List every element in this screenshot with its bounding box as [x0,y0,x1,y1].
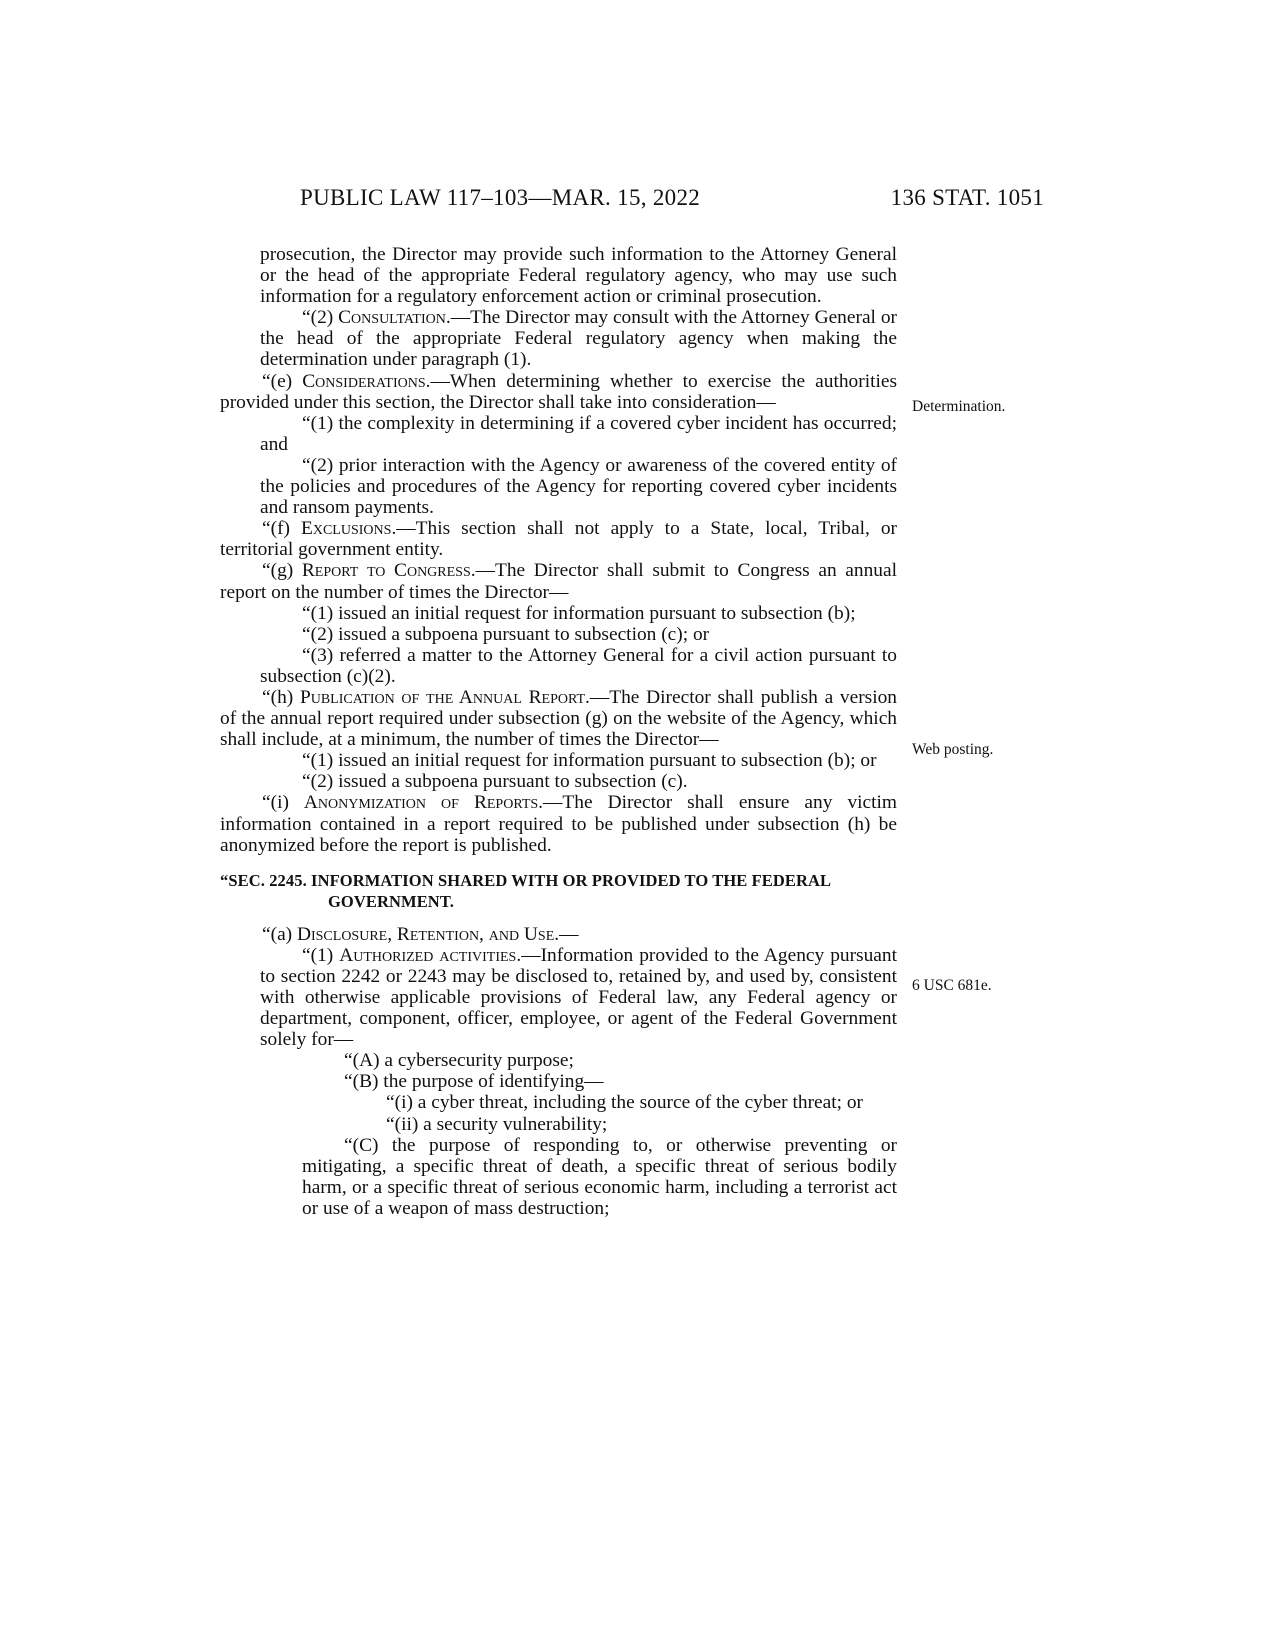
paragraph-continuation: prosecution, the Director may provide such information to the Attorney General or the head of the appropriate Federal regulatory agency, who may use such information for a regulatory enforcement action or criminal prosecution. [260,244,897,308]
heading-publication-of-annual-report: Publication of the Annual Report [299,686,586,708]
paragraph-a1-B: “(B) the purpose of identifying— [344,1071,604,1093]
paragraph-i-anonymization: “(i) Anonymization of Reports.—The Director shall ensure any victim information contained in a report required to be published under subsection (h) be anonymized before the report is published. [220,792,897,856]
paragraph-d2-consultation: “(2) Consultation.—The Director may consult with the Attorney General or the head of the appropriate Federal regulatory agency when making the determination under paragraph (1). [260,307,897,371]
paragraph-a1-authorized-activities: “(1) Authorized activities.—Information provided to the Agency pursuant to section 2242 or 2243 may be disclosed to, retained by, and used by, consistent with otherwise applicable provisions of Federal law, any Federal agency or department, component, officer, employee, or agent of the Federal Government solely for— [260,944,897,1051]
stat-page-reference: 136 STAT. 1051 [890,185,1044,210]
paragraph-a1-B-i: “(i) a cyber threat, including the source of the cyber threat; or [386,1092,864,1114]
paragraph-f-exclusions: “(f) Exclusions.—This section shall not apply to a State, local, Tribal, or territorial government entity. [220,518,898,561]
paragraph-e-considerations: “(e) Considerations.—When determining whether to exercise the authorities provided under this section, the Director shall take into consideration— [220,370,898,413]
margin-note-determination: Determination. [912,398,1006,415]
heading-authorized-activities: Authorized activities [339,944,517,966]
margin-note-web-posting: Web posting. [912,741,994,758]
paragraph-a1-C: “(C) the purpose of responding to, or otherwise preventing or mitigating, a specific threat of death, a specific threat of serious bodily harm, or a specific threat of serious economic harm, including a terrorist act or use of a weapon of mass destruction; [302,1134,897,1219]
heading-consultation: Consultation [338,307,446,329]
paragraph-h-publication: “(h) Publication of the Annual Report.—The Director shall publish a version of the annual report required under subsection (g) on the website of the Agency, which shall include, at a minimum, the number of times the Director— [220,686,897,751]
heading-report-to-congress: Report to Congress [301,560,471,582]
heading-anonymization-of-reports: Anonymization of Reports [303,792,539,814]
paragraph-g-report-to-congress: “(g) Report to Congress.—The Director shall submit to Congress an annual report on the number of times the Director— [220,560,897,603]
section-heading-2245: “SEC. 2245. INFORMATION SHARED WITH OR PROVIDED TO THE FEDERAL GOVERNMENT. [220,870,831,911]
heading-exclusions: Exclusions [301,518,392,540]
paragraph-a1-B-ii: “(ii) a security vulnerability; [386,1113,608,1135]
heading-considerations: Considerations [302,370,426,392]
paragraph-g3: “(3) referred a matter to the Attorney General for a civil action pursuant to subsection (c)(2). [260,644,897,687]
paragraph-h2: “(2) issued a subpoena pursuant to subsection (c). [302,771,688,793]
paragraph-e2: “(2) prior interaction with the Agency or awareness of the covered entity of the policies and procedures of the Agency for reporting covered cyber incidents and ransom payments. [260,454,897,519]
paragraph-h1: “(1) issued an initial request for information pursuant to subsection (b); or [302,750,877,772]
running-title: PUBLIC LAW 117–103—MAR. 15, 2022 [300,185,701,210]
page-header [230,185,1044,225]
paragraph-e1: “(1) the complexity in determining if a covered cyber incident has occurred; and [260,412,897,455]
heading-disclosure-retention-use: Disclosure, Retention, and Use [296,923,555,945]
paragraph-g2: “(2) issued a subpoena pursuant to subsection (c); or [302,623,710,645]
paragraph-a1-A: “(A) a cybersecurity purpose; [344,1050,574,1072]
statute-text [220,244,898,1219]
paragraph-a-disclosure: “(a) Disclosure, Retention, and Use.— [262,923,579,945]
margin-note-usc-reference: 6 USC 681e. [912,977,992,994]
paragraph-g1: “(1) issued an initial request for information pursuant to subsection (b); [302,602,856,624]
